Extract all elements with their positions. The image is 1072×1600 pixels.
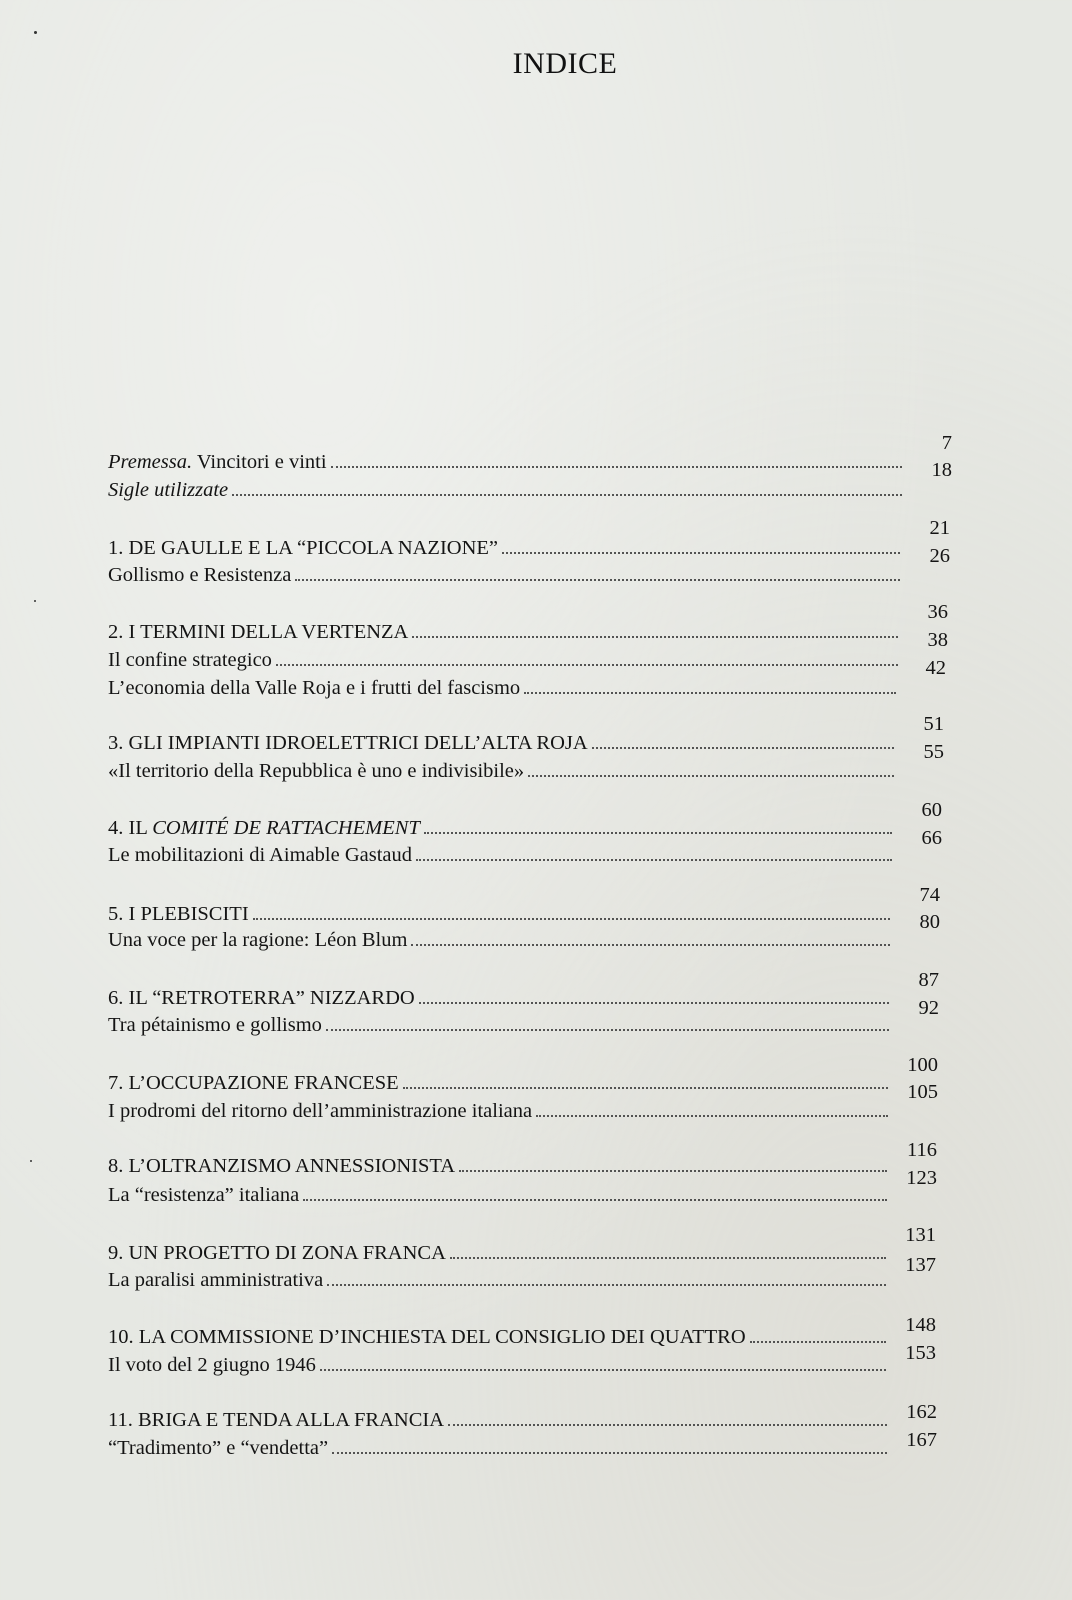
toc-entry-label-text: I prodromi del ritorno dell’amministrazione italiana <box>108 1100 533 1122</box>
toc-page-number: 66 <box>921 827 942 849</box>
paper-speck <box>30 1160 32 1162</box>
toc-entry-label-text: 3. GLI IMPIANTI IDROELETTRICI DELL’ALTA ROJA <box>108 732 588 754</box>
dot-leader <box>303 1193 887 1201</box>
toc-entry-label-text: «Il territorio della Repubblica è uno e indivisibile» <box>108 760 525 782</box>
toc-page-number: 116 <box>907 1139 937 1161</box>
toc-entry-label <box>108 1406 444 1434</box>
toc-page-number: 55 <box>923 741 944 763</box>
toc-entry <box>108 674 902 702</box>
toc-page-number: 38 <box>927 629 948 651</box>
toc-entry-label-italic: COMITÉ DE RATTACHEMENT <box>152 817 420 839</box>
dot-leader <box>295 573 900 581</box>
toc-entry-label-text: Il confine strategico <box>108 649 272 671</box>
toc-entry-label <box>108 814 420 842</box>
toc-entry-label <box>108 984 415 1012</box>
toc-entry <box>108 1181 893 1209</box>
toc-page-number: 167 <box>906 1429 937 1451</box>
toc-entry-label <box>108 1266 323 1294</box>
toc-page-number: 74 <box>919 884 940 906</box>
toc-entry-label-prefix: 4. IL <box>108 817 153 839</box>
toc-entry <box>108 1351 892 1379</box>
dot-leader <box>253 912 890 920</box>
dot-leader <box>448 1418 887 1426</box>
dot-leader <box>502 546 900 554</box>
toc-entry <box>108 757 900 785</box>
dot-leader <box>450 1251 886 1259</box>
toc-entry <box>108 926 896 954</box>
page-title: INDICE <box>512 47 618 80</box>
toc-entry-label <box>108 1181 299 1209</box>
toc-entry-label-text: Vincitori e vinti <box>192 451 327 473</box>
toc-page-number: 131 <box>905 1224 936 1246</box>
toc-chapter-entry <box>108 618 904 646</box>
toc-entry <box>108 476 908 504</box>
toc-entry <box>108 561 906 589</box>
dot-leader <box>528 769 894 777</box>
toc-page-number: 153 <box>905 1342 936 1364</box>
toc-entry <box>108 646 904 674</box>
toc-entry-label-text: 1. DE GAULLE E LA “PICCOLA NAZIONE” <box>108 537 499 559</box>
toc-entry-label <box>108 1097 532 1125</box>
toc-page-number: 148 <box>905 1314 936 1336</box>
toc-page-number: 18 <box>931 459 952 481</box>
toc-entry-label-text: 7. L’OCCUPAZIONE FRANCESE <box>108 1072 399 1094</box>
dot-leader <box>232 488 902 496</box>
toc-entry-label <box>108 561 291 589</box>
toc-entry-label <box>108 534 498 562</box>
toc-page-number: 100 <box>907 1054 938 1076</box>
toc-page-number: 123 <box>906 1167 937 1189</box>
toc-chapter-entry <box>108 1069 894 1097</box>
toc-page-number: 51 <box>923 713 944 735</box>
toc-entry <box>108 1434 893 1462</box>
toc-entry-label <box>108 1239 446 1267</box>
toc-chapter-entry <box>108 729 900 757</box>
toc-page-number: 7 <box>941 432 952 454</box>
toc-entry-label-text: Gollismo e Resistenza <box>108 564 292 586</box>
dot-leader <box>412 630 898 638</box>
toc-entry-label-text: “Tradimento” e “vendetta” <box>108 1437 329 1459</box>
dot-leader <box>536 1109 888 1117</box>
toc-entry-label-text: 11. BRIGA E TENDA ALLA FRANCIA <box>108 1409 444 1431</box>
toc-entry-label-text: Una voce per la ragione: Léon Blum <box>108 929 408 951</box>
toc-page-number: 87 <box>918 969 939 991</box>
toc-chapter-entry <box>108 1152 893 1180</box>
toc-entry-label-text: 5. I PLEBISCITI <box>108 903 249 925</box>
dot-leader <box>327 1278 886 1286</box>
toc-entry <box>108 841 898 869</box>
toc-chapter-entry <box>108 1323 892 1351</box>
toc-page-number: 36 <box>927 601 948 623</box>
toc-entry-label <box>108 757 524 785</box>
toc-chapter-entry <box>108 534 906 562</box>
dot-leader <box>326 1023 889 1031</box>
toc-page-number: 80 <box>919 911 940 933</box>
toc-entry-label-text: 10. LA COMMISSIONE D’INCHIESTA DEL CONSIGLIO DEI QUATTRO <box>108 1326 746 1348</box>
toc-entry-label-text: 2. I TERMINI DELLA VERTENZA <box>108 621 409 643</box>
toc-entry <box>108 448 908 476</box>
toc-entry-label-text: Il voto del 2 giugno 1946 <box>108 1354 316 1376</box>
toc-entry-label <box>108 476 228 504</box>
toc-entry-label-text: La “resistenza” italiana <box>108 1184 300 1206</box>
toc-entry-label-italic: Sigle utilizzate <box>108 479 229 501</box>
toc-page-number: 42 <box>925 657 946 679</box>
toc-entry-label <box>108 926 407 954</box>
dot-leader <box>331 460 902 468</box>
toc-page-number: 26 <box>929 545 950 567</box>
dot-leader <box>750 1335 886 1343</box>
toc-entry-label <box>108 1069 399 1097</box>
toc-entry-label <box>108 900 249 928</box>
paper-speck <box>34 31 37 34</box>
toc-entry-label <box>108 618 408 646</box>
dot-leader <box>459 1164 887 1172</box>
toc-page-number: 137 <box>905 1254 936 1276</box>
toc-entry-label <box>108 674 520 702</box>
toc-page-number: 105 <box>907 1081 938 1103</box>
dot-leader <box>592 741 894 749</box>
dot-leader <box>403 1081 888 1089</box>
toc-entry <box>108 1011 895 1039</box>
toc-entry-label <box>108 841 412 869</box>
toc-entry-label-text: 6. IL “RETROTERRA” NIZZARDO <box>108 987 415 1009</box>
toc-entry <box>108 1266 892 1294</box>
dot-leader <box>276 658 898 666</box>
toc-page-number: 162 <box>906 1401 937 1423</box>
toc-entry-label-text: 9. UN PROGETTO DI ZONA FRANCA <box>108 1242 446 1264</box>
toc-chapter-entry <box>108 1239 892 1267</box>
dot-leader <box>320 1363 886 1371</box>
toc-entry-label-text: Le mobilitazioni di Aimable Gastaud <box>108 844 413 866</box>
toc-chapter-entry <box>108 900 896 928</box>
toc-entry-label <box>108 729 588 757</box>
toc-page-number: 21 <box>929 517 950 539</box>
toc-chapter-entry <box>108 984 895 1012</box>
paper-speck <box>34 600 36 602</box>
toc-entry-label-text: L’economia della Valle Roja e i frutti del fascismo <box>108 677 521 699</box>
toc-entry-label <box>108 1152 455 1180</box>
toc-page-number: 60 <box>921 799 942 821</box>
toc-entry <box>108 1097 894 1125</box>
dot-leader <box>424 826 892 834</box>
dot-leader <box>411 938 890 946</box>
dot-leader <box>419 996 889 1004</box>
toc-chapter-entry <box>108 1406 893 1434</box>
toc-entry-label <box>108 1323 746 1351</box>
dot-leader <box>332 1446 887 1454</box>
toc-entry-label <box>108 1434 328 1462</box>
toc-entry-label <box>108 1011 322 1039</box>
toc-chapter-entry <box>108 814 898 842</box>
toc-entry-label-italic: Premessa. <box>108 451 193 473</box>
toc-entry-label-text: La paralisi amministrativa <box>108 1269 324 1291</box>
toc-entry-label <box>108 1351 316 1379</box>
toc-entry-label-text: Tra pétainismo e gollismo <box>108 1014 322 1036</box>
dot-leader <box>524 686 896 694</box>
toc-entry-label-text: 8. L’OLTRANZISMO ANNESSIONISTA <box>108 1155 456 1177</box>
toc-entry-label <box>108 646 272 674</box>
dot-leader <box>416 853 892 861</box>
toc-page-number: 92 <box>918 997 939 1019</box>
toc-entry-label <box>108 448 327 476</box>
